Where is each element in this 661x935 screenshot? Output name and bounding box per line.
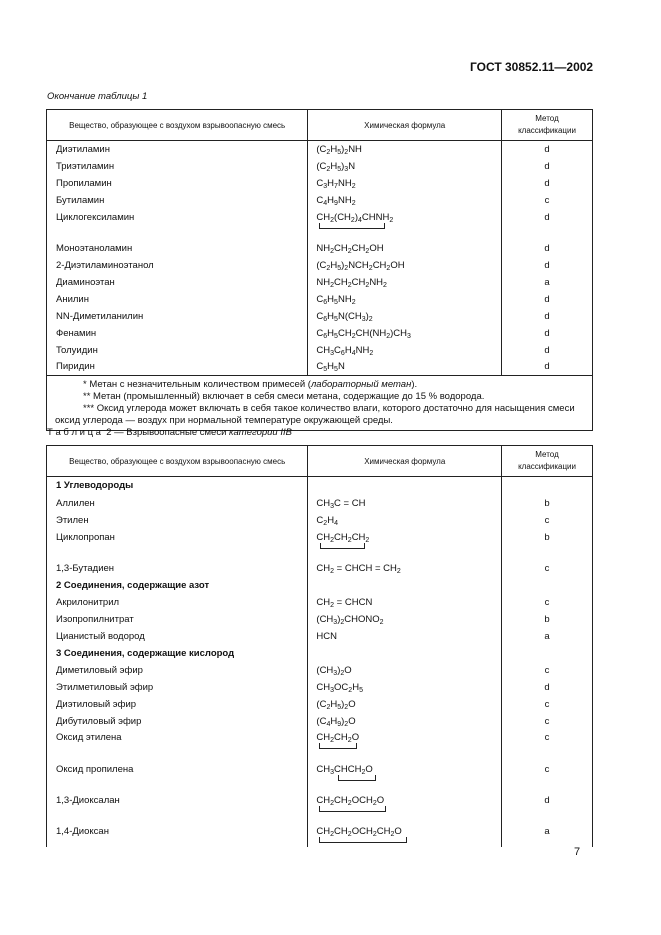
ring-formula: $CH_3CHCH_2O$ <box>316 764 372 775</box>
table-row <box>47 158 593 175</box>
table2-caption-category: категории IIB <box>229 427 292 438</box>
formula: $(C_2H_5)_3N$ <box>308 158 502 175</box>
formula <box>308 209 502 240</box>
col-header-method <box>502 110 593 141</box>
substance-name: Фенамин <box>56 327 97 339</box>
table-row <box>47 291 593 308</box>
method: d <box>502 175 593 192</box>
formula: $(C_2H_5)_2NCH_2CH_2OH$ <box>308 257 502 274</box>
group-title: 3 Соединения, содержащие кислород <box>56 647 235 659</box>
formula: $CH_3OC_2H_5$ <box>308 679 502 696</box>
formula: $C_6H_5N(CH_3)_2$ <box>308 308 502 325</box>
empty-cell <box>308 645 502 662</box>
table-row <box>47 594 593 611</box>
formula: $CH_2$ = CHCH = $CH_2$ <box>308 560 502 577</box>
group-row <box>47 577 593 594</box>
table2-header-row <box>47 446 593 477</box>
substance-name: Триэтиламин <box>56 160 115 172</box>
substance-name: 1,4-Диоксан <box>56 825 109 837</box>
formula: $C_3H_7NH_2$ <box>308 175 502 192</box>
method: c <box>502 713 593 730</box>
table-row <box>47 529 593 560</box>
empty-cell <box>308 477 502 495</box>
ring-formula: $CH_2CH_2CH_2$ <box>316 532 369 543</box>
table-row <box>47 192 593 209</box>
table-row <box>47 662 593 679</box>
col-header-method <box>502 446 593 477</box>
table-row <box>47 308 593 325</box>
substance-name: Толуидин <box>56 344 98 356</box>
substance-name: Дибутиловый эфир <box>56 715 142 727</box>
table-row <box>47 359 593 376</box>
footnotes <box>47 376 593 431</box>
ring-formula: $CH_2CH_2OCH_2CH_2O$ <box>316 826 401 837</box>
standard-header: ГОСТ 30852.11—2002 <box>470 60 594 74</box>
ring-formula: $CH_2CH_2O$ <box>316 732 359 743</box>
table-row <box>47 792 593 823</box>
method: d <box>502 792 593 823</box>
formula: $C_6H_5NH_2$ <box>308 291 502 308</box>
substance-name: Пиридин <box>56 361 95 373</box>
method: c <box>502 696 593 713</box>
formula: $(C_2H_5)_2O$ <box>308 696 502 713</box>
substance-name: Бутиламин <box>56 194 105 206</box>
page-number: 7 <box>574 846 581 858</box>
method: d <box>502 209 593 240</box>
formula: $(C_2H_5)_2NH$ <box>308 141 502 158</box>
formula: $CH_2$ = CHCN <box>308 594 502 611</box>
table-row <box>47 325 593 342</box>
table-row <box>47 512 593 529</box>
method: c <box>502 512 593 529</box>
formula: $C_5H_5N$ <box>308 359 502 376</box>
substance-name: Оксид пропилена <box>56 763 134 775</box>
formula: HCN <box>308 628 502 645</box>
footnote-1-end: ). <box>411 379 418 390</box>
substance-name: Акрилонитрил <box>56 596 120 608</box>
substance-name: Этилметиловый эфир <box>56 681 154 693</box>
ring-formula: $CH_2CH_2OCH_2O$ <box>316 795 384 806</box>
substance-name: Циклопропан <box>56 531 115 543</box>
method: c <box>502 730 593 761</box>
ring-formula: $CH_2(CH_2)_4CHNH_2$ <box>316 212 393 223</box>
substance-name: Анилин <box>56 293 89 305</box>
method: d <box>502 158 593 175</box>
formula: $(CH_3)_2O$ <box>308 662 502 679</box>
table-row <box>47 823 593 847</box>
formula: $CH_3C_6H_4NH_2$ <box>308 342 502 359</box>
table2-caption-text: Т а б л и ц а 2 — Взрывоопасные смеси <box>47 427 230 438</box>
substance-name: Диэтиламин <box>56 143 110 155</box>
table-row <box>47 761 593 792</box>
substance-name: 1,3-Бутадиен <box>56 562 115 574</box>
footnote-2: ** Метан (промышленный) включает в себя смеси метана, содержащие до 15 % водорода. <box>83 391 485 402</box>
substance-name: 1,3-Диоксалан <box>56 794 120 806</box>
col-header-substance: Вещество, образующее с воздухом взрывоопасную смесь <box>47 110 308 141</box>
formula <box>308 730 502 761</box>
formula: $C_4H_9NH_2$ <box>308 192 502 209</box>
substance-name: Цианистый водород <box>56 630 145 642</box>
table-row <box>47 257 593 274</box>
method: d <box>502 291 593 308</box>
ring-bracket <box>319 806 386 812</box>
substance-name: Циклогексиламин <box>56 211 135 223</box>
substance-name: Диаминоэтан <box>56 276 115 288</box>
method: d <box>502 359 593 376</box>
group-row <box>47 477 593 495</box>
formula <box>308 792 502 823</box>
table-row <box>47 679 593 696</box>
empty-cell <box>308 577 502 594</box>
formula: $CH_3C$ = CH <box>308 495 502 512</box>
formula: $NH_2CH_2CH_2NH_2$ <box>308 274 502 291</box>
col-header-method-text: Метод классификации <box>518 450 576 471</box>
ring-bracket <box>319 223 385 229</box>
substance-name: Изопропилнитрат <box>56 613 134 625</box>
substance-name: Аллилен <box>56 497 95 509</box>
method: c <box>502 560 593 577</box>
method: b <box>502 495 593 512</box>
method: d <box>502 308 593 325</box>
formula <box>308 761 502 792</box>
table-row <box>47 209 593 240</box>
method: d <box>502 240 593 257</box>
table-row <box>47 240 593 257</box>
table-row <box>47 342 593 359</box>
method: b <box>502 529 593 560</box>
footnotes-row <box>47 376 593 431</box>
group-title: 2 Соединения, содержащие азот <box>56 579 210 591</box>
col-header-substance: Вещество, образующее с воздухом взрывоопасную смесь <box>47 446 308 477</box>
ring-bracket <box>319 837 407 843</box>
group-row <box>47 645 593 662</box>
table-row <box>47 611 593 628</box>
method: d <box>502 325 593 342</box>
table-row <box>47 495 593 512</box>
substance-name: Диэтиловый эфир <box>56 698 137 710</box>
method: a <box>502 274 593 291</box>
table-row <box>47 713 593 730</box>
formula <box>308 823 502 847</box>
table-row <box>47 560 593 577</box>
substance-name: Диметиловый эфир <box>56 664 143 676</box>
empty-cell <box>502 645 593 662</box>
formula: $NH_2CH_2CH_2OH$ <box>308 240 502 257</box>
method: c <box>502 662 593 679</box>
method: c <box>502 761 593 792</box>
method: d <box>502 342 593 359</box>
formula <box>308 529 502 560</box>
footnote-1-text: * Метан с незначительным количеством примесей ( <box>83 379 311 390</box>
table-row <box>47 175 593 192</box>
empty-cell <box>502 577 593 594</box>
table-row <box>47 628 593 645</box>
ring-bracket <box>320 543 365 549</box>
formula: $(CH_3)_2CHONO_2$ <box>308 611 502 628</box>
substance-name: Этилен <box>56 514 89 526</box>
col-header-method-text: Метод классификации <box>518 114 576 135</box>
method: d <box>502 257 593 274</box>
ring-bracket <box>338 775 376 781</box>
method: c <box>502 192 593 209</box>
empty-cell <box>502 477 593 495</box>
table2 <box>46 445 593 847</box>
substance-name: Оксид этилена <box>56 731 122 743</box>
table-row <box>47 274 593 291</box>
table-row <box>47 141 593 158</box>
table1-caption: Окончание таблицы 1 <box>47 91 148 102</box>
substance-name: NN-Диметиланилин <box>56 310 144 322</box>
method: a <box>502 628 593 645</box>
method: d <box>502 679 593 696</box>
table1-header-row <box>47 110 593 141</box>
footnote-3: *** Оксид углерода может включать в себя такое количество влаги, которого достаточно для насыщения смеси оксид углерода — воздух при нормальной температуре окружающей среды. <box>55 403 575 426</box>
method: d <box>502 141 593 158</box>
table2-caption <box>47 427 292 438</box>
formula: $C_6H_5CH_2CH(NH_2)CH_3$ <box>308 325 502 342</box>
substance-name: Пропиламин <box>56 177 112 189</box>
table-row <box>47 696 593 713</box>
table-row <box>47 730 593 761</box>
table1 <box>46 109 593 431</box>
method: c <box>502 594 593 611</box>
ring-bracket <box>319 743 357 749</box>
substance-name: Моноэтаноламин <box>56 242 133 254</box>
formula: $(C_4H_9)_2O$ <box>308 713 502 730</box>
substance-name: 2-Диэтиламиноэтанол <box>56 259 154 271</box>
method: b <box>502 611 593 628</box>
col-header-formula: Химическая формула <box>308 110 502 141</box>
formula: $C_2H_4$ <box>308 512 502 529</box>
footnote-1-italic: лабораторный метан <box>310 379 412 390</box>
method: a <box>502 823 593 847</box>
col-header-formula: Химическая формула <box>308 446 502 477</box>
footnote-1 <box>55 379 584 391</box>
group-title: 1 Углеводороды <box>56 480 134 492</box>
